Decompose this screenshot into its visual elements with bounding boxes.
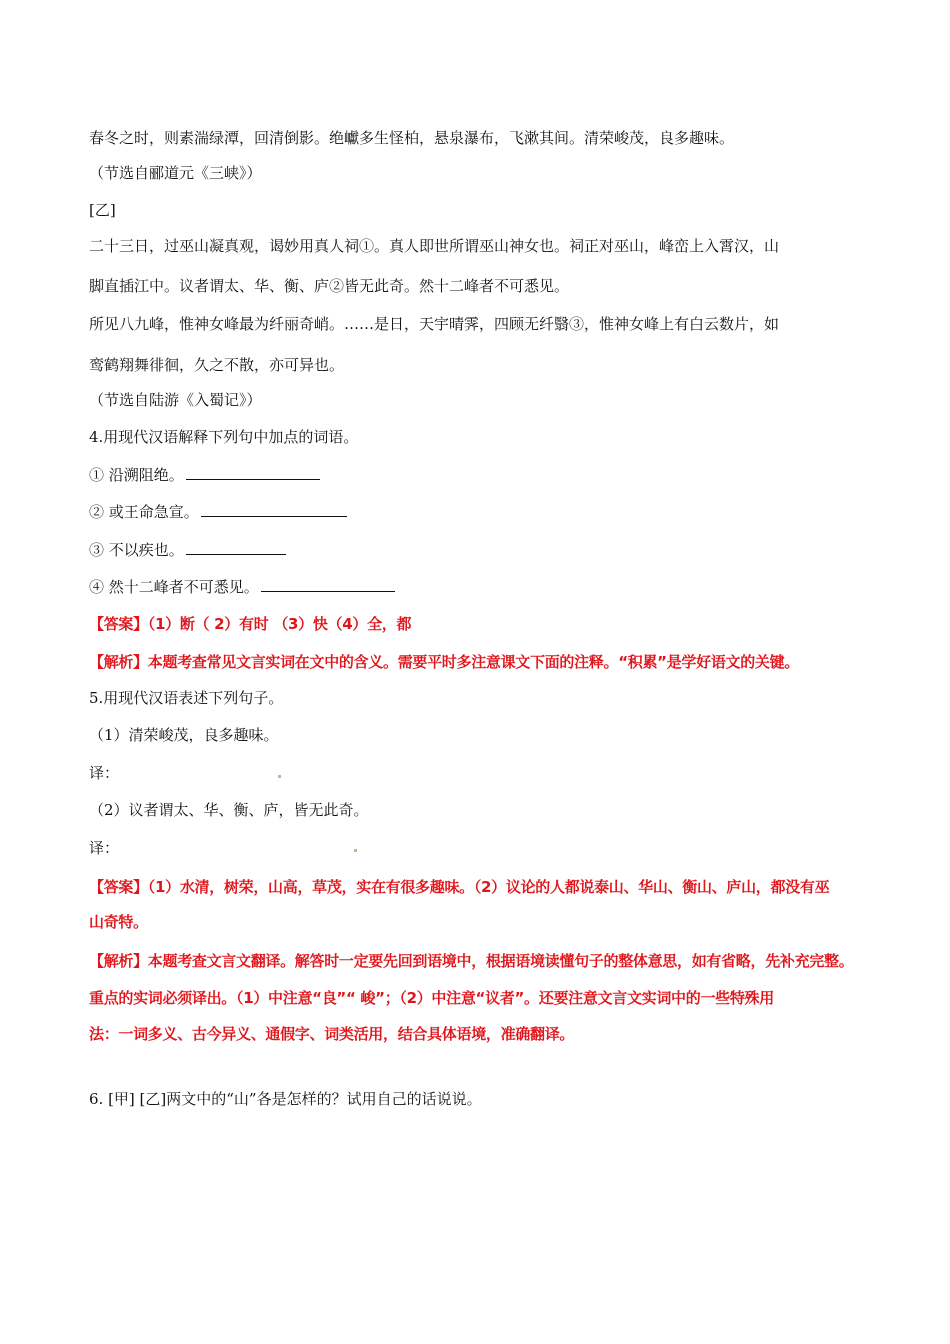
q4-item-1: [89, 465, 320, 485]
passage-yi-label: [乙]: [89, 201, 116, 219]
question-5: 5.用现代汉语表述下列句子。: [89, 689, 284, 707]
passage-yi-source: （节选自陆游《入蜀记》）: [89, 391, 262, 409]
q4-item-3: [89, 540, 286, 560]
answer-blank[interactable]: [261, 577, 395, 592]
passage-yi-line-1: 二十三日，过巫山凝真观，谒妙用真人祠①。真人即世所谓巫山神女也。祠正对巫山，峰峦上入霄汉，山: [89, 237, 780, 255]
q5-item-1: （1）清荣峻茂，良多趣味。: [89, 726, 279, 744]
q5-answer-line-2: 山奇特。: [89, 913, 148, 931]
q5-analysis-line-2: 重点的实词必须译出。（1）中注意“良”“ 峻”；（2）中注意“议者”。还要注意文言文实词中的一些特殊用: [89, 989, 774, 1007]
question-4: 4.用现代汉语解释下列句中加点的词语。: [89, 428, 359, 446]
answer-blank[interactable]: [186, 540, 286, 555]
answer-blank[interactable]: [201, 502, 347, 517]
question-6: 6. [甲] [乙]两文中的“山”各是怎样的？试用自己的话说说。: [89, 1090, 482, 1108]
q4-item-2-text: ② 或王命急宣。: [89, 503, 199, 521]
q5-translation-label-1: 译：: [89, 764, 120, 782]
q4-item-4: [89, 577, 395, 597]
answer-blank[interactable]: [186, 465, 320, 480]
passage-yi-line-3: 所见八九峰，惟神女峰最为纤丽奇峭。……是日，天宇晴霁，四顾无纤翳③，惟神女峰上有白云数片，如: [89, 315, 780, 333]
q5-translation-label-2: 译：: [89, 839, 120, 857]
mark-dot: [354, 849, 357, 852]
passage-jia-source: （节选自郦道元《三峡》）: [89, 164, 262, 182]
q4-item-1-text: ① 沿溯阻绝。: [89, 466, 184, 484]
q4-answer: 【答案】（1）断（ 2）有时 （3）快（4）全，都: [89, 615, 412, 633]
q4-item-2: [89, 502, 347, 522]
q4-item-4-text: ④ 然十二峰者不可悉见。: [89, 578, 259, 596]
q5-answer-line-1: 【答案】（1）水清，树荣，山高，草茂，实在有很多趣味。（2）议论的人都说泰山、华山、衡山、庐山，都没有巫: [89, 878, 830, 896]
q4-item-3-text: ③ 不以疾也。: [89, 541, 184, 559]
passage-yi-line-4: 鸾鹤翔舞徘徊，久之不散，亦可异也。: [89, 356, 345, 374]
passage-yi-line-2: 脚直插江中。议者谓太、华、衡、庐②皆无此奇。然十二峰者不可悉见。: [89, 277, 570, 295]
mark-dot: [278, 775, 281, 778]
q4-analysis: 【解析】本题考查常见文言实词在文中的含义。需要平时多注意课文下面的注释。“积累”是学好语文的关键。: [89, 653, 800, 671]
passage-jia-line-1: 春冬之时，则素湍绿潭，回清倒影。绝巘多生怪柏，悬泉瀑布，飞漱其间。清荣峻茂，良多趣味。: [89, 129, 735, 147]
q5-analysis-line-3: 法：一词多义、古今异义、通假字、词类活用，结合具体语境，准确翻译。: [89, 1025, 575, 1043]
q5-item-2: （2）议者谓太、华、衡、庐，皆无此奇。: [89, 801, 369, 819]
q5-analysis-line-1: 【解析】本题考查文言文翻译。解答时一定要先回到语境中，根据语境读懂句子的整体意思，如有省略，先补充完整。: [89, 952, 854, 970]
